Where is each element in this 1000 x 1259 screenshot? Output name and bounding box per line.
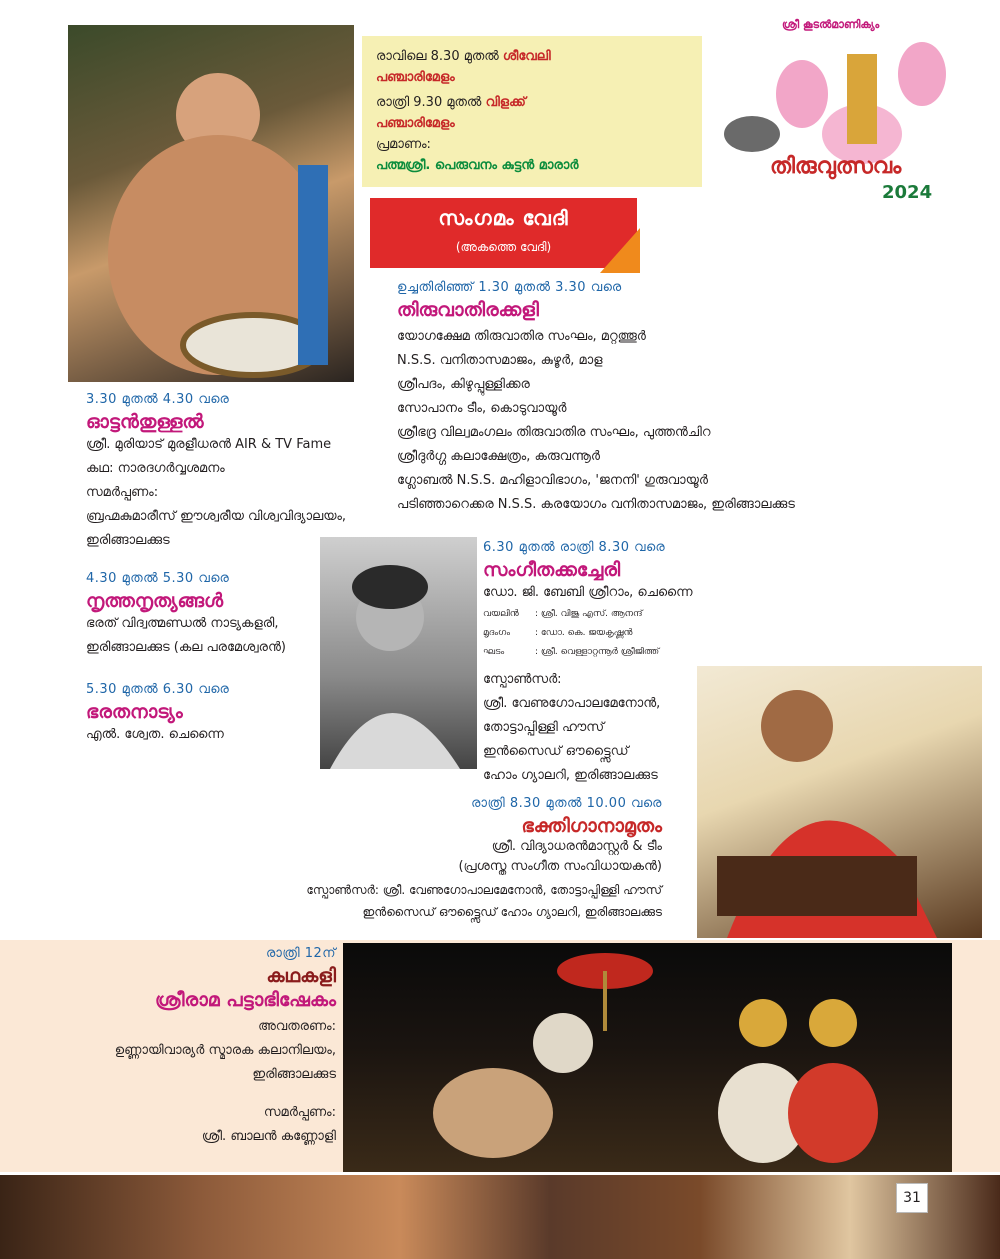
accompanist-instrument: മൃദംഗം bbox=[483, 628, 511, 638]
concert-sponsor-4: ഹോം ഗ്യാലറി, ഇരിങ്ങാലക്കുട bbox=[483, 768, 658, 783]
night-title: പഞ്ചാരിമേളം bbox=[376, 116, 455, 131]
accompanist-row bbox=[483, 643, 693, 662]
thiruvathira-section bbox=[397, 280, 897, 517]
bharathanatyam-time: 5.30 മുതൽ 6.30 വരെ bbox=[86, 682, 230, 697]
bhakthi-artist-note: (പ്രശസ്ത സംഗീത സംവിധായകൻ) bbox=[458, 859, 662, 874]
singer-illustration bbox=[320, 537, 477, 769]
venue-accent-triangle bbox=[600, 228, 640, 273]
nritham-line-1: ഭരത് വിദ്വത്മണ്ഡൽ നാട്യകളരി, bbox=[86, 616, 279, 631]
kathakali-section bbox=[40, 946, 336, 1149]
leader-label: പ്രമാണം: bbox=[376, 137, 431, 152]
concert-sponsor-1: ശ്രീ. വേണുഗോപാലമേനോൻ, bbox=[483, 696, 661, 711]
bhakthi-time: രാത്രി 8.30 മുതൽ 10.00 വരെ bbox=[471, 796, 662, 811]
temple-festival-strip-photo bbox=[0, 1175, 1000, 1259]
bhakthi-section bbox=[210, 796, 662, 923]
list-item: സോപാനം ടീം, കൊടുവായൂർ bbox=[397, 401, 567, 416]
kathakali-performance-photo bbox=[343, 943, 952, 1172]
nritham-line-2: ഇരിങ്ങാലക്കുട (കല പരമേശ്വരൻ) bbox=[86, 640, 286, 655]
nritham-section bbox=[86, 571, 316, 660]
festival-logo bbox=[722, 14, 962, 204]
list-item: പടിഞ്ഞാറെക്കര N.S.S. കരയോഗം വനിതാസമാജം, ഇരിങ്ങാലക്കുട bbox=[397, 497, 795, 512]
accompanist-instrument: ഘടം bbox=[483, 647, 505, 657]
accompanist-row bbox=[483, 605, 693, 624]
accompanist-name: : ശ്രീ. വിജു എസ്. ആനന്ദ് bbox=[535, 609, 643, 619]
morning-title: പഞ്ചാരിമേളം bbox=[376, 70, 455, 85]
kathakali-dedication-label: സമർപ്പണം: bbox=[263, 1105, 336, 1120]
bharathanatyam-title: ഭരതനാട്യം bbox=[86, 701, 183, 723]
bhakthi-sponsor-1: സ്പോൺസർ: ശ്രീ. വേണുഗോപാലമേനോൻ, തോട്ടാപ്പിള്ളി ഹൗസ് bbox=[306, 883, 662, 897]
kathakali-subtitle: ശ്രീരാമ പട്ടാഭിഷേകം bbox=[155, 989, 336, 1011]
logo-title: തിരുവുത്സവം bbox=[770, 154, 902, 179]
concert-sponsor-label: സ്പോൺസർ: bbox=[483, 672, 562, 687]
ottanthullal-dedication-label: സമർപ്പണം: bbox=[86, 485, 159, 500]
ottanthullal-title: ഓട്ടൻതുള്ളൽ bbox=[86, 411, 204, 433]
logo-arc-text: ശ്രീ കൂടൽമാണിക്യം bbox=[782, 18, 880, 31]
thiruvathira-title: തിരുവാതിരക്കളി bbox=[397, 299, 539, 321]
night-time: രാത്രി 9.30 മുതൽ bbox=[376, 95, 482, 110]
page-number: 31 bbox=[896, 1183, 928, 1213]
list-item: ശ്രീദുർഗ്ഗ കലാക്ഷേത്രം, കരുവന്നൂർ bbox=[397, 449, 600, 464]
list-item: യോഗക്ഷേമ തിരുവാതിര സംഘം, മറ്റത്തൂർ bbox=[397, 329, 646, 344]
harmonium-artist-photo bbox=[697, 666, 982, 938]
ottanthullal-story: കഥ: നാരദഗർവ്വശമനം bbox=[86, 461, 225, 476]
concert-sponsor-3: ഇൻസൈഡ് ഔട്ട്സൈഡ് bbox=[483, 744, 629, 759]
ottanthullal-section bbox=[86, 392, 386, 553]
ottanthullal-time: 3.30 മുതൽ 4.30 വരെ bbox=[86, 392, 230, 407]
concert-artist: ഡോ. ജി. ബേബി ശ്രീറാം, ചെന്നൈ bbox=[483, 585, 693, 600]
chenda-illustration bbox=[68, 25, 354, 382]
singer-photo bbox=[320, 537, 477, 769]
logo-year: 2024 bbox=[882, 182, 933, 203]
bhakthi-sponsor-2: ഇൻസൈഡ് ഔട്ട്സൈഡ് ഹോം ഗ്യാലറി, ഇരിങ്ങാലക്കുട bbox=[362, 905, 662, 919]
list-item: N.S.S. വനിതാസമാജം, കുഴൂർ, മാള bbox=[397, 353, 603, 368]
bharathanatyam-section bbox=[86, 682, 316, 747]
concert-section bbox=[483, 540, 693, 788]
morning-event: ശീവേലി bbox=[502, 49, 551, 64]
ottanthullal-dedication-2: ഇരിങ്ങാലക്കുട bbox=[86, 533, 170, 548]
kathakali-dedication: ശ്രീ. ബാലൻ കണ്ണോളി bbox=[201, 1129, 336, 1144]
kathakali-presenter-2: ഇരിങ്ങാലക്കുട bbox=[252, 1067, 336, 1082]
kathakali-title: കഥകളി bbox=[266, 965, 336, 987]
bhakthi-artist: ശ്രീ. വിദ്യാധരൻമാസ്റ്റർ & ടീം bbox=[491, 839, 662, 854]
morning-time: രാവിലെ 8.30 മുതൽ bbox=[376, 49, 499, 64]
nritham-title: നൃത്തനൃത്യങ്ങൾ bbox=[86, 590, 224, 612]
leader-name: പത്മശ്രീ. പെരുവനം കുട്ടൻ മാരാർ bbox=[376, 158, 579, 173]
night-event: വിളക്ക് bbox=[485, 95, 526, 110]
ottanthullal-performer: ശ്രീ. മുരിയാട് മുരളീധരൻ AIR & TV Fame bbox=[86, 437, 332, 452]
accompanist-name: : ഡോ. കെ. ജയകൃഷ്ണൻ bbox=[535, 628, 633, 638]
thiruvathira-time: ഉച്ചതിരിഞ്ഞ് 1.30 മുതൽ 3.30 വരെ bbox=[397, 280, 622, 295]
melam-panel bbox=[362, 36, 702, 187]
list-item: ഗ്ലോബൽ N.S.S. മഹിളാവിഭാഗം, 'ജനനി' ഗുരുവായൂർ bbox=[397, 473, 709, 488]
accompanist-name: : ശ്രീ. വെള്ളാറ്റന്നൂർ ശ്രീജിത്ത് bbox=[535, 647, 660, 657]
venue-subtitle: (അകത്തെ വേദി) bbox=[455, 240, 552, 254]
nritham-time: 4.30 മുതൽ 5.30 വരെ bbox=[86, 571, 230, 586]
concert-title: സംഗീതക്കച്ചേരി bbox=[483, 559, 621, 581]
venue-title: സംഗമം വേദി bbox=[438, 206, 569, 230]
concert-time: 6.30 മുതൽ രാത്രി 8.30 വരെ bbox=[483, 540, 666, 555]
kathakali-time: രാത്രി 12ന് bbox=[265, 946, 336, 961]
kathakali-presenter-label: അവതരണം: bbox=[258, 1019, 336, 1034]
bharathanatyam-performer: എൽ. ശ്വേത. ചെന്നൈ bbox=[86, 727, 224, 742]
bhakthi-title: ഭക്തിഗാനാമൃതം bbox=[521, 815, 662, 837]
venue-banner bbox=[370, 198, 637, 268]
kathakali-presenter-1: ഉണ്ണായിവാര്യർ സ്മാരക കലാനിലയം, bbox=[114, 1043, 336, 1058]
chenda-artist-photo bbox=[68, 25, 354, 382]
list-item: ശ്രീഭദ്ര വില്വമംഗലം തിരുവാതിര സംഘം, പുത്തൻചിറ bbox=[397, 425, 711, 440]
accompanist-instrument: വയലിൻ bbox=[483, 609, 519, 619]
list-item: ശ്രീപദം, കിഴുപ്പുള്ളിക്കര bbox=[397, 377, 530, 392]
accompanist-row bbox=[483, 624, 693, 643]
concert-sponsor-2: തോട്ടാപ്പിള്ളി ഹൗസ് bbox=[483, 720, 605, 735]
ottanthullal-dedication-1: ബ്രഹ്മകുമാരീസ് ഈശ്വരീയ വിശ്വവിദ്യാലയം, bbox=[86, 509, 347, 524]
harmonium-illustration bbox=[697, 666, 982, 938]
kathakali-illustration bbox=[343, 943, 952, 1172]
